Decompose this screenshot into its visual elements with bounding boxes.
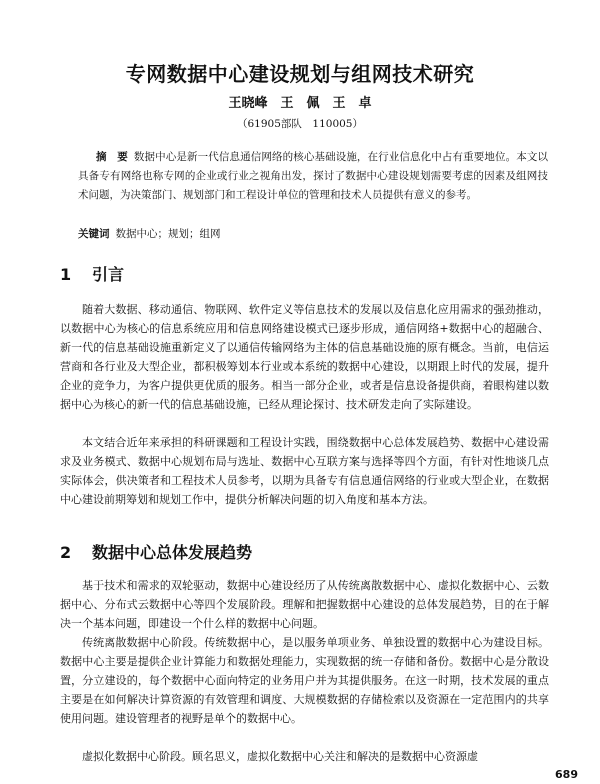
section-title: 数据中心总体发展趋势 bbox=[92, 543, 253, 562]
abstract-label: 摘 要 bbox=[96, 151, 128, 163]
keywords bbox=[78, 226, 548, 242]
section-heading bbox=[60, 262, 560, 285]
paper-title: 专网数据中心建设规划与组网技术研究 bbox=[125, 62, 475, 86]
keywords-label: 关键词 bbox=[78, 228, 110, 240]
author-affiliation: （61905部队 110005） bbox=[237, 118, 363, 130]
section-number: 1 bbox=[60, 265, 72, 284]
abstract-text: 数据中心是新一代信息通信网络的核心基础设施，在行业信息化中占有重要地位。本文以具备专有网络也称专网的企业或行业之视角出发，探讨了数据中心建设规划需要考虑的因素及组网技术问题，为决策部门、规划部门和工程设计单位的管理和技术人员提供有意义的参考。 bbox=[78, 151, 549, 201]
author-list: 王晓峰 王 佩 王 卓 bbox=[228, 96, 372, 111]
paragraph: 虚拟化数据中心阶段。顾名思义，虚拟化数据中心关注和解决的是数据中心资源虚 bbox=[82, 750, 478, 763]
abstract bbox=[78, 148, 548, 205]
paragraph: 本文结合近年来承担的科研课题和工程设计实践，围绕数据中心总体发展趋势、数据中心建设需求及业务模式、数据中心规划布局与选址、数据中心互联方案与选择等四个方面，有针对性地谈几点实际体会，供决策者和工程技术人员参考，以期为具备专有信息通信网络的行业或大型企业，在数据中心建设前期筹划和规划工作中，提供分析解决问题的切入角度和基本方法。 bbox=[60, 436, 549, 506]
keywords-text: 数据中心；规划；组网 bbox=[115, 228, 221, 240]
section-title: 引言 bbox=[92, 265, 125, 284]
paragraph: 传统离散数据中心阶段。传统数据中心，是以服务单项业务、单独设置的数据中心为建设目标。数据中心主要是提供企业计算能力和数据处理能力，实现数据的统一存储和备份。数据中心是分散设置，分立建设的，每个数据中心面向特定的业务用户并为其提供服务。在这一时期，技术发展的重点主要是在如何解决计算资源的有效管理和调度、大规模数据的存储检索以及资源在一定范围内的共享使用问题。建设管理者的视野是单个的数据中心。 bbox=[60, 636, 549, 725]
paragraph: 基于技术和需求的双轮驱动，数据中心建设经历了从传统离散数据中心、虚拟化数据中心、云数据中心、分布式云数据中心等四个发展阶段。理解和把握数据中心建设的总体发展趋势，目的在于解决一个基本问题，即建设一个什么样的数据中心问题。 bbox=[60, 579, 549, 630]
section-number: 2 bbox=[60, 543, 72, 562]
page-number: 689 bbox=[555, 768, 578, 781]
paragraph: 随着大数据、移动通信、物联网、软件定义等信息技术的发展以及信息化应用需求的强劲推动，以数据中心为核心的信息系统应用和信息网络建设模式已逐步形成，通信网络+数据中心的超融合、新一代的信息基础设施重新定义了以通信传输网络为主体的信息基础设施的原有概念。当前，电信运营商和各行业及大型企业，都积极筹划本行业或本系统的数据中心建设，以期跟上时代的发展，提升企业的竞争力，为客户提供更优质的服务。相当一部分企业，或者是信息设备提供商，着眼构建以数据中心为核心的新一代的信息基础设施，已经从理论探讨、技术研发走向了实际建设。 bbox=[60, 303, 549, 411]
section-heading bbox=[60, 540, 560, 563]
